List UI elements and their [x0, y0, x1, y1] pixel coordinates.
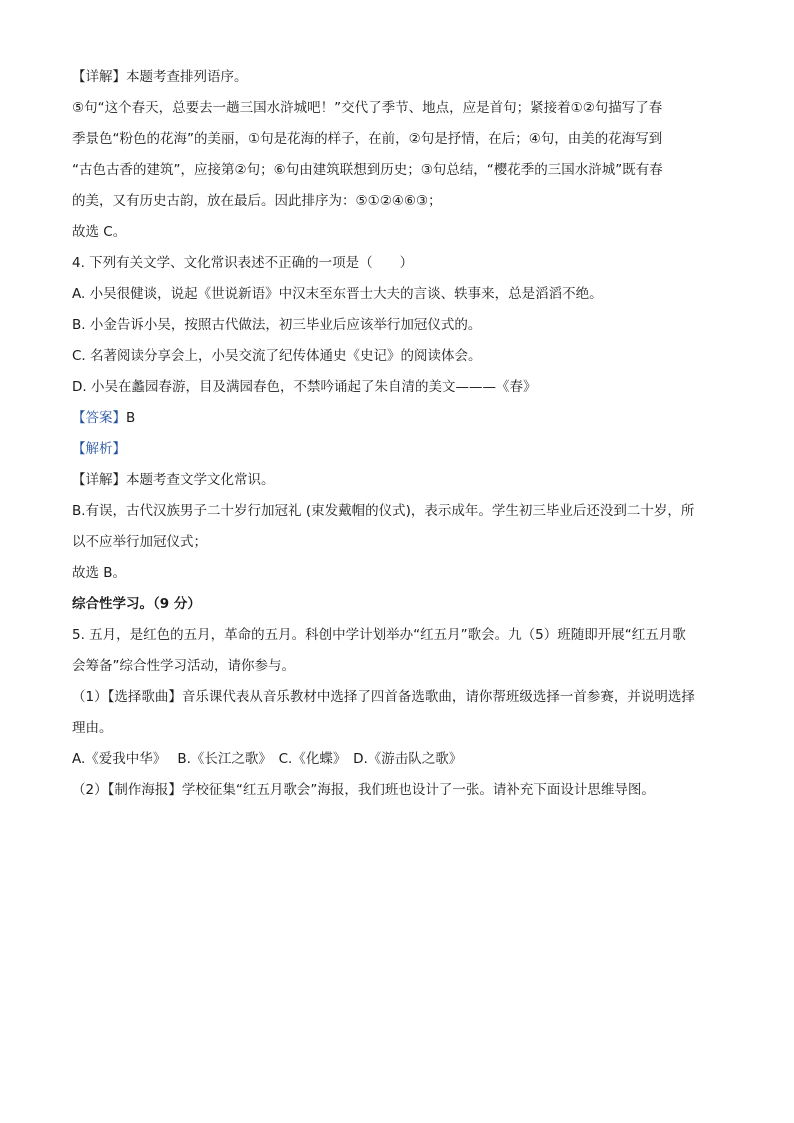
q4-stem: 4. 下列有关文学、文化常识表述不正确的一项是（ ） — [72, 255, 414, 271]
q5-stem-line: 5. 五月，是红色的五月，革命的五月。科创中学计划举办“红五月”歌会。九（5）班随即开展“红五月歌 — [72, 627, 686, 643]
analysis-tag: 【解析】 — [72, 441, 126, 457]
q4-option-d: D. 小吴在蠡园春游，目及满园春色，不禁吟诵起了朱自清的美文———《春》 — [72, 379, 537, 395]
q4-conclusion: 故选 B。 — [72, 565, 127, 581]
q3-conclusion: 故选 C。 — [72, 224, 127, 240]
q3-explanation-line: ⑤句“这个春天，总要去一趟三国水浒城吧！”交代了季节、地点，应是首句；紧接着①②句描写了春 — [72, 100, 663, 116]
section-heading: 综合性学习。（9 分） — [72, 596, 201, 612]
q4-option-b: B. 小金告诉小吴，按照古代做法，初三毕业后应该举行加冠仪式的。 — [72, 317, 482, 333]
q5-stem-line: 会筹备”综合性学习活动，请你参与。 — [72, 658, 295, 674]
q3-explanation-line: 的美，又有历史古韵，放在最后。因此排序为：⑤①②④⑥③； — [72, 193, 442, 209]
q5-song-options: A.《爱我中华》 B.《长江之歌》 C.《化蝶》 D.《游击队之歌》 — [72, 751, 463, 767]
q4-answer-line — [72, 403, 728, 434]
q4-explanation-line: B.有误，古代汉族男子二十岁行加冠礼 (束发戴帽的仪式)，表示成年。学生初三毕业后还没到二十岁，所 — [72, 503, 695, 519]
q3-explanation-line: 季景色“粉色的花海”的美丽，①句是花海的样子，在前，②句是抒情，在后；④句，由美的花海写到 — [72, 131, 663, 147]
document-page — [72, 62, 728, 806]
q3-explanation-line: “古色古香的建筑”，应接第②句；⑥句由建筑联想到历史；③句总结，“樱花季的三国水浒城”既有春 — [72, 162, 663, 178]
q5-part1-line: （1）【选择歌曲】音乐课代表从音乐教材中选择了四首备选歌曲，请你帮班级选择一首参赛，并说明选择 — [72, 689, 695, 705]
q3-detail-line: 【详解】本题考查排列语序。 — [72, 69, 248, 85]
q4-option-c: C. 名著阅读分享会上，小吴交流了纪传体通史《史记》的阅读体会。 — [72, 348, 482, 364]
answer-value: B — [126, 410, 136, 426]
q4-explanation-line: 以不应举行加冠仪式； — [72, 534, 207, 550]
q4-detail-line: 【详解】本题考查文学文化常识。 — [72, 472, 275, 488]
q5-part1-line: 理由。 — [72, 720, 113, 736]
answer-tag: 【答案】 — [72, 410, 126, 426]
q4-option-a: A. 小吴很健谈，说起《世说新语》中汉末至东晋士大夫的言谈、轶事来，总是滔滔不绝。 — [72, 286, 603, 302]
q5-part2-line: （2）【制作海报】学校征集“红五月歌会”海报，我们班也设计了一张。请补充下面设计思维导图。 — [72, 782, 655, 798]
q4-analysis-line — [72, 434, 728, 465]
